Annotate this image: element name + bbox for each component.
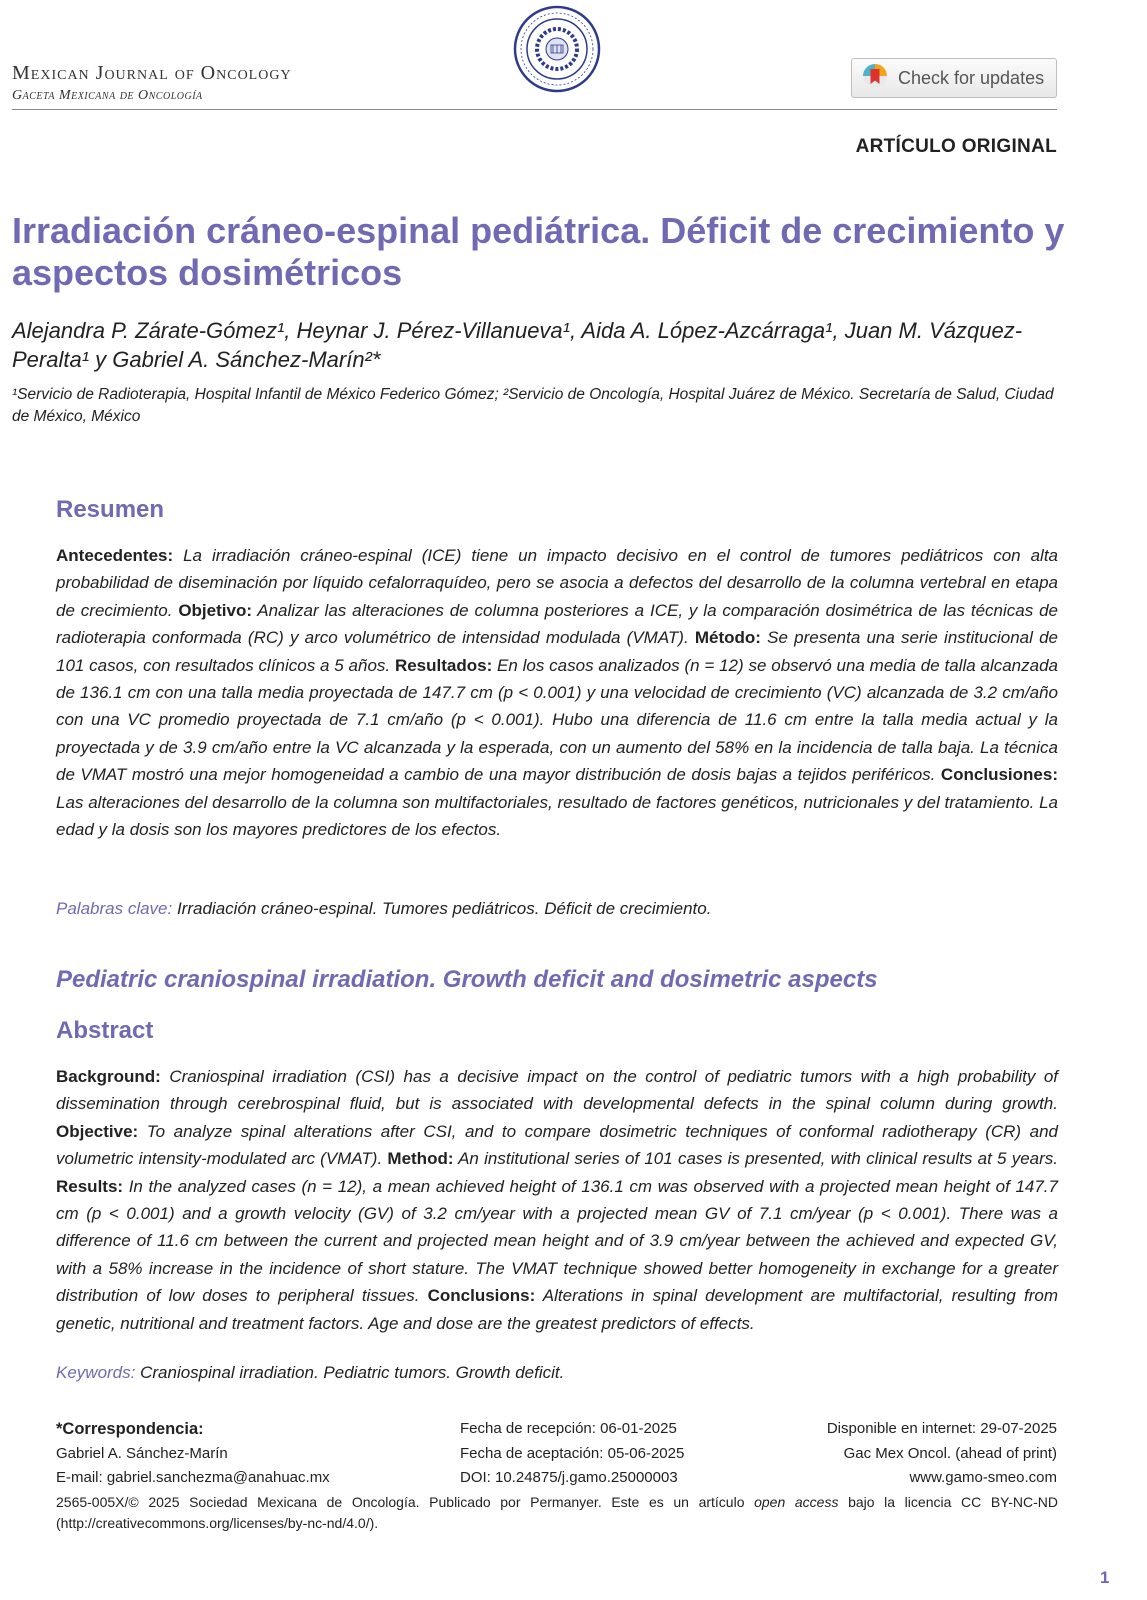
keywords-label: Keywords:: [56, 1363, 136, 1382]
method-text: An institutional series of 101 cases is presented, with clinical results at 5 years.: [453, 1149, 1058, 1169]
correspondence-email[interactable]: E-mail: gabriel.sanchezma@anahuac.mx: [56, 1469, 330, 1486]
objective-label: Objective:: [56, 1121, 139, 1141]
resumen-body: [56, 542, 1058, 843]
palabras-clave-text: Irradiación cráneo-espinal. Tumores pediátricos. Déficit de crecimiento.: [172, 899, 712, 918]
crossmark-icon: [862, 63, 888, 94]
affiliations: ¹Servicio de Radioterapia, Hospital Infantil de México Federico Gómez; ²Servicio de Oncología, Hospital Juárez de México. Secretaría de Salud, Ciudad de México, México: [12, 386, 1054, 425]
available-date: Disponible en internet: 29-07-2025: [826, 1420, 1057, 1437]
correspondence-name: Gabriel A. Sánchez-Marín: [56, 1444, 228, 1462]
doi-link[interactable]: DOI: 10.24875/j.gamo.25000003: [460, 1469, 678, 1486]
citation: Gac Mex Oncol. (ahead of print): [843, 1444, 1057, 1462]
page-number: 1: [1100, 1568, 1110, 1587]
resultados-text: En los casos analizados (n = 12) se observó una media de talla alcanzada de 136.1 cm con una talla media proyectada de 147.7 cm (p < 0.001) y una velocidad de crecimiento (VC) alcanzada de 3.2 cm/año con una VC promedio proyectada de 7.1 cm/año (p < 0.001). Hubo una diferencia de 11.6 cm entre la talla media actual y la proyectada y de 3.9 cm/año entre la VC alcanzada y la esperada, con un aumento del 58% en la incidencia de talla baja. La técnica de VMAT mostró una mejor homogeneidad a cambio de una mayor distribución de dosis bajas a tejidos periféricos.: [56, 655, 1058, 785]
objective-text: To analyze spinal alterations after CSI, and to compare dosimetric techniques of conformal radiotherapy (CR) and volumetric intensity-modulated arc (VMAT).: [56, 1121, 1058, 1169]
conclusiones-text: Las alteraciones del desarrollo de la columna son multifactoriales, resultado de factores genéticos, nutricionales y del tratamiento. La edad y la dosis son los mayores predictores de los efectos.: [56, 792, 1058, 840]
results-label: Results:: [56, 1176, 124, 1196]
society-seal-logo: [513, 5, 601, 93]
background-label: Background:: [56, 1067, 161, 1086]
website-link[interactable]: www.gamo-smeo.com: [909, 1469, 1057, 1486]
metodo-text: Se presenta una serie institucional de 101 casos, con resultados clínicos a 5 años.: [56, 628, 1058, 675]
author-list: Alejandra P. Zárate-Gómez¹, Heynar J. Pérez-Villanueva¹, Aida A. López-Azcárraga¹, Juan M. Vázquez-Peralta¹ y Gabriel A. Sánchez-Marín²*: [12, 318, 1023, 372]
keywords-text: Craniospinal irradiation. Pediatric tumors. Growth deficit.: [135, 1363, 565, 1382]
antecedentes-text: La irradiación cráneo-espinal (ICE) tiene un impacto decisivo en el control de tumores pediátricos con alta probabilidad de diseminación por líquido cefalorraquídeo, pero se asocia a defectos del desarrollo de la columna vertebral en etapa de crecimiento.: [56, 546, 1058, 620]
received-date: Fecha de recepción: 06-01-2025: [460, 1420, 677, 1437]
license-text-post[interactable]: bajo la licencia CC BY-NC-ND (http://creativecommons.org/licenses/by-nc-nd/4.0/).: [56, 1494, 1058, 1531]
resumen-heading: Resumen: [56, 496, 165, 523]
objetivo-text: Analizar las alteraciones de columna posteriores a ICE, y la comparación dosimétrica de las técnicas de radioterapia conformada (RC) y arco volumétrico de intensidad modulada (VMAT).: [56, 600, 1059, 648]
conclusions-text: Alterations in spinal development are multifactorial, resulting from genetic, nutritional and treatment factors. Age and dose are the greatest predictors of effects.: [56, 1286, 1058, 1333]
journal-name: Mexican Journal of Oncology: [12, 62, 292, 84]
check-updates-label: Check for updates: [898, 67, 1045, 88]
correspondence-block: [56, 1417, 330, 1491]
license-open-access: open access: [754, 1494, 839, 1510]
objetivo-label: Objetivo:: [178, 600, 252, 620]
article-type: ARTÍCULO ORIGINAL: [855, 136, 1057, 157]
license-notice: [56, 1492, 1058, 1534]
resultados-label: Resultados:: [394, 655, 493, 675]
abstract-body: [56, 1063, 1058, 1337]
license-text-pre: 2565-005X/© 2025 Sociedad Mexicana de Oncología. Publicado por Permanyer. Este es un artículo: [56, 1494, 755, 1510]
availability-block: [827, 1417, 1057, 1491]
abstract-heading: Abstract: [56, 1017, 154, 1044]
results-text: In the analyzed cases (n = 12), a mean achieved height of 136.1 cm was observed with a projected mean height of 147.7 cm (p < 0.001) and a growth velocity (GV) of 3.2 cm/year with a projected mean GV of 7.1 cm/year (p < 0.001). There was a difference of 11.6 cm between the current and projected mean height and of 3.9 cm/year between the achieved and expected GV, with a 58% increase in the incidence of short stature. The VMAT technique showed better homogeneity in exchange for a greater distribution of low doses to peripheral tissues.: [56, 1176, 1058, 1306]
header-divider: [12, 109, 1057, 110]
dates-block: [460, 1417, 684, 1491]
conclusions-label: Conclusions:: [427, 1286, 536, 1306]
conclusiones-label: Conclusiones:: [940, 765, 1058, 785]
background-text: Craniospinal irradiation (CSI) has a decisive impact on the control of pediatric tumors with a high probability of dissemination through cerebrospinal fluid, but is associated with developmental defects in the spinal column during growth.: [56, 1067, 1058, 1114]
method-label: Method:: [387, 1149, 454, 1169]
article-title: Irradiación cráneo-espinal pediátrica. Déficit de crecimiento y aspectos dosimétricos: [12, 210, 1065, 293]
antecedentes-label: Antecedentes:: [56, 546, 174, 565]
check-for-updates-button[interactable]: [851, 58, 1057, 98]
keywords: [56, 1363, 564, 1383]
palabras-clave: [56, 899, 711, 919]
metodo-label: Método:: [694, 628, 761, 648]
english-title: Pediatric craniospinal irradiation. Growth deficit and dosimetric aspects: [56, 966, 878, 993]
palabras-clave-label: Palabras clave:: [56, 899, 173, 918]
accepted-date: Fecha de aceptación: 05-06-2025: [460, 1444, 685, 1462]
correspondence-label: *Correspondencia:: [56, 1420, 204, 1438]
journal-subtitle: Gaceta Mexicana de Oncología: [12, 88, 203, 103]
